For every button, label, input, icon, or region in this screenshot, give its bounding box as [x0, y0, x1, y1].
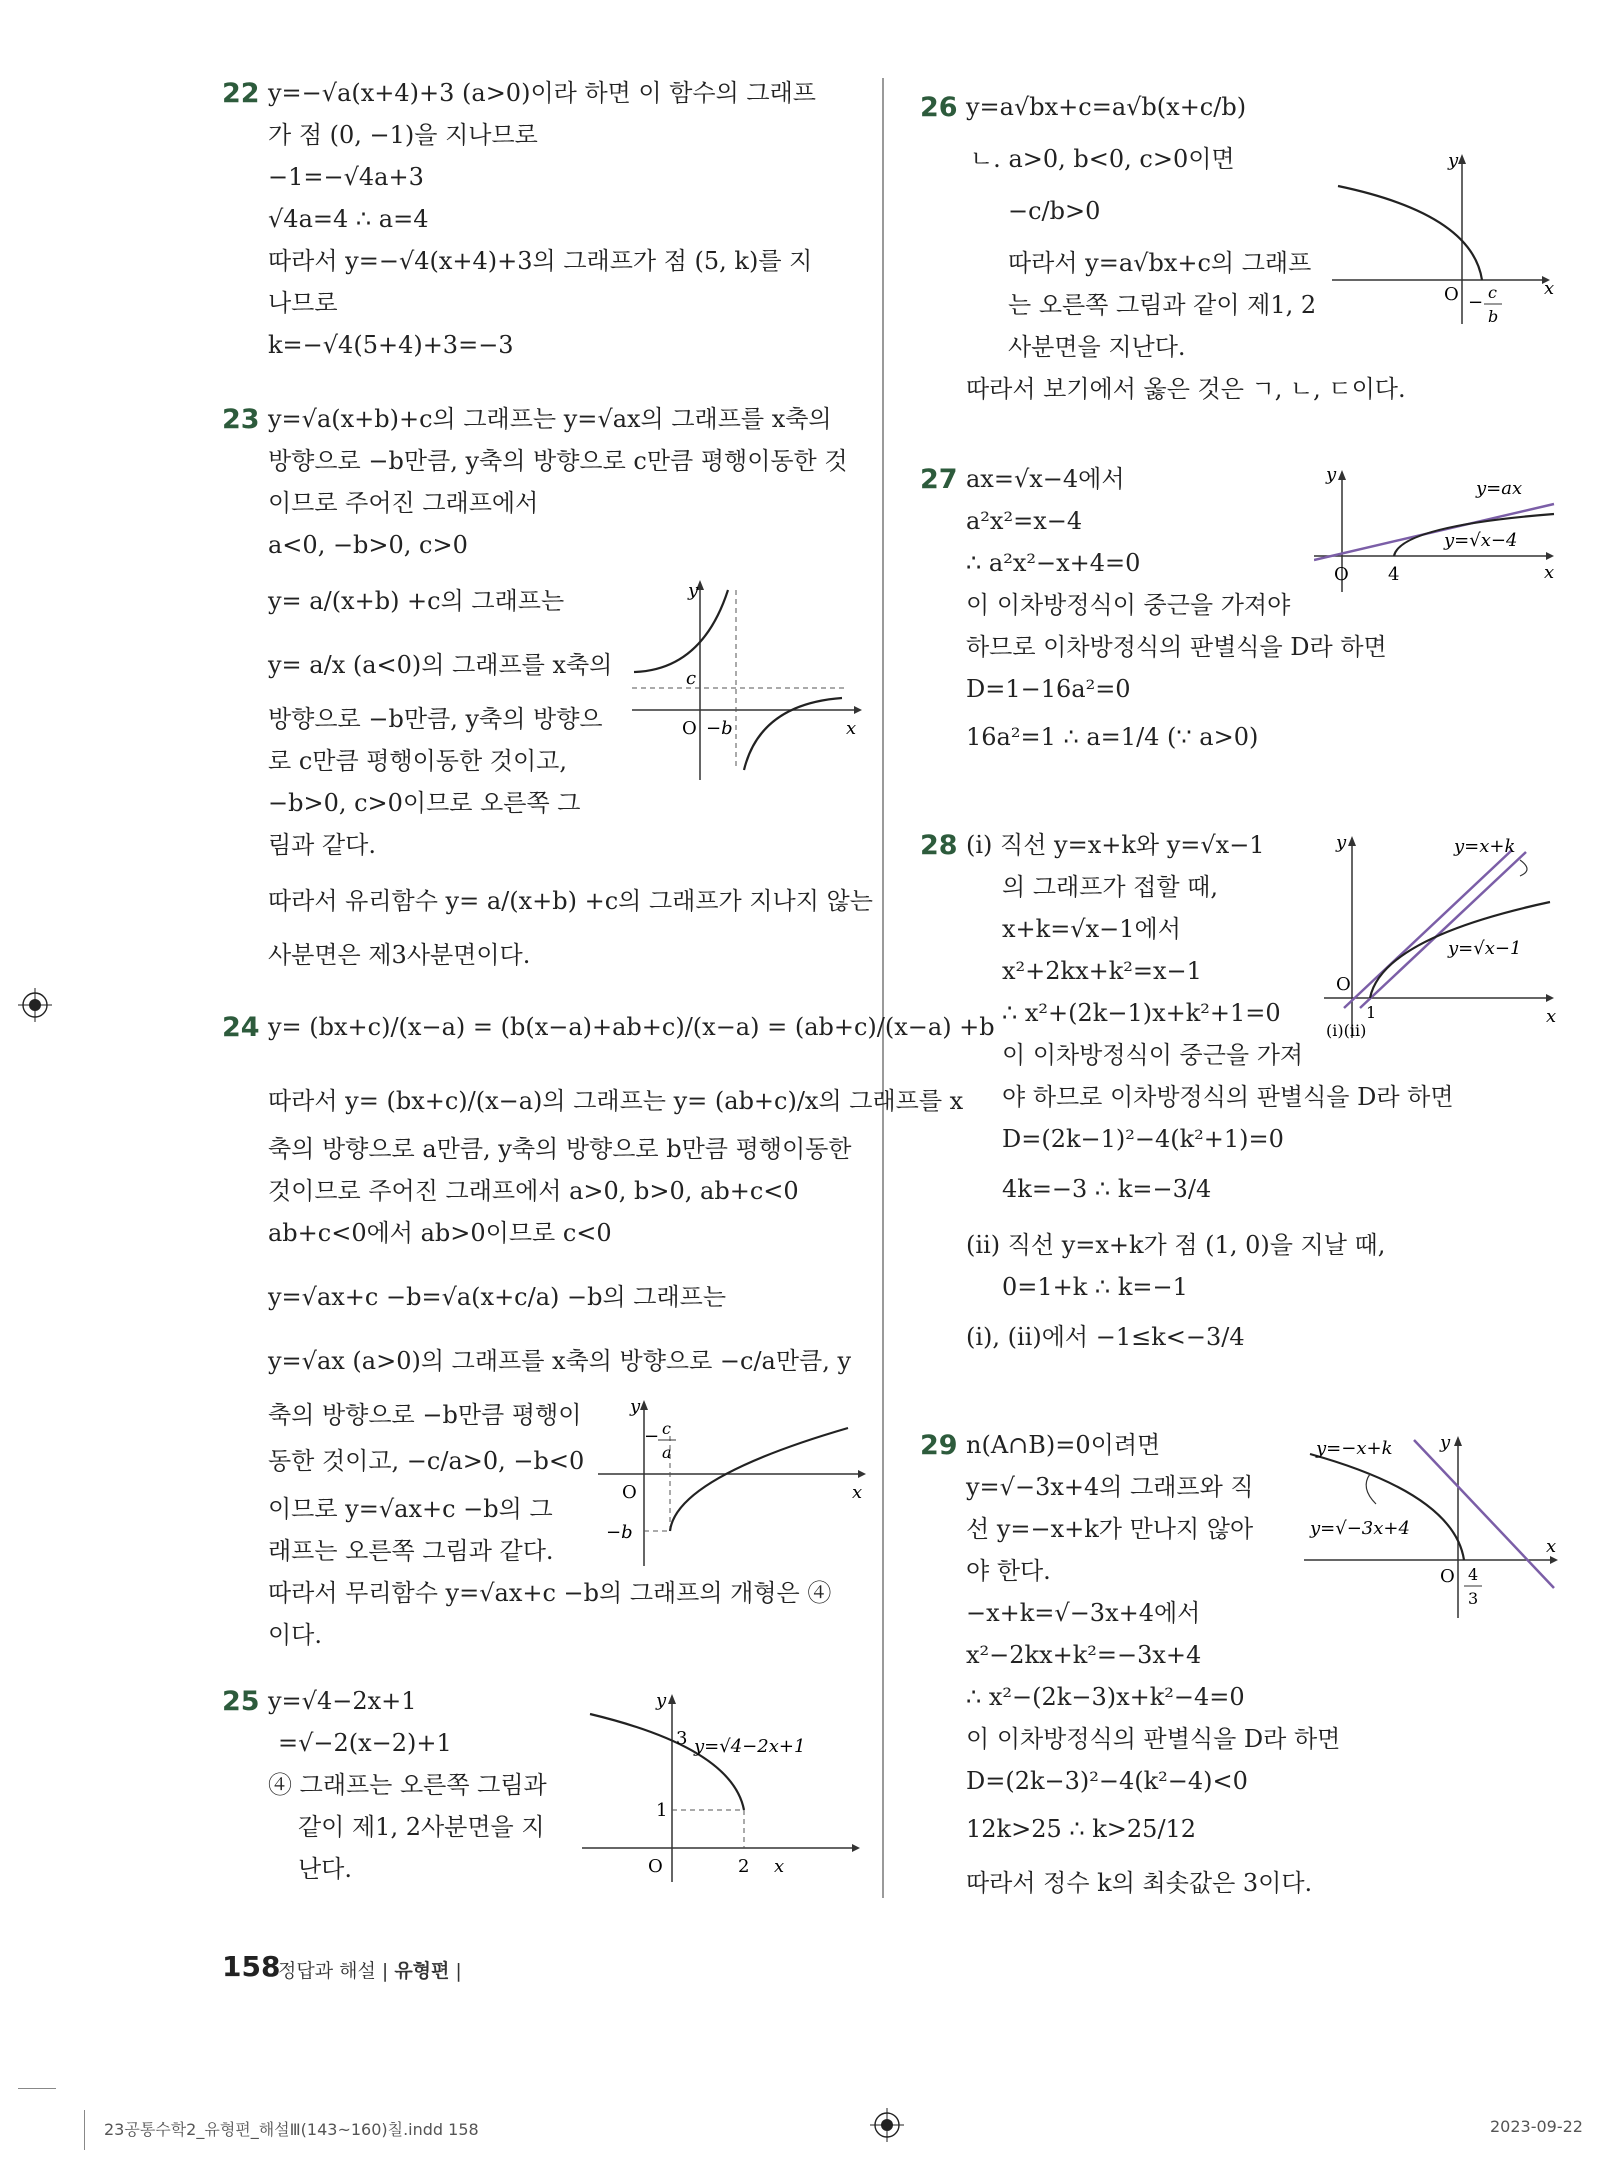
axis-label-x: x — [1546, 1536, 1557, 1557]
solution-line: 선 y=−x+k가 만나지 않아 — [966, 1515, 1254, 1543]
solution-line: 것이므로 주어진 그래프에서 a>0, b>0, ab+c<0 — [268, 1177, 799, 1205]
axis-label-y: y — [1336, 832, 1347, 853]
axis-label-x: x — [846, 718, 857, 739]
solution-line: −c/b>0 — [1008, 197, 1101, 225]
solution-line: 같이 제1, 2사분면을 지 — [298, 1813, 545, 1841]
footer-sep: | — [381, 1960, 395, 1982]
origin-label: O — [1334, 564, 1349, 585]
problem-number: 26 — [920, 92, 958, 123]
solution-line: 림과 같다. — [268, 831, 376, 859]
solution-line: 야 하므로 이차방정식의 판별식을 D라 하면 — [1002, 1083, 1454, 1111]
solution-line: 야 한다. — [966, 1557, 1051, 1585]
solution-line: 이 이차방정식이 중근을 가져야 — [966, 591, 1291, 619]
axis-label-y: y — [1440, 1432, 1451, 1453]
solution-line: 이 이차방정식이 중근을 가져 — [1002, 1041, 1304, 1069]
column-divider — [882, 78, 884, 1898]
curve-label: y=√−3x+4 — [1310, 1518, 1410, 1539]
graph-sqrt-26 — [1332, 148, 1562, 328]
axis-label-y: y — [1448, 150, 1459, 171]
solution-line: y=a√bx+c=a√b(x+c/b) — [966, 93, 1247, 121]
solution-line: D=(2k−3)²−4(k²−4)<0 — [966, 1767, 1248, 1795]
axis-label-y: y — [688, 580, 699, 601]
solution-line: x²−2kx+k²=−3x+4 — [966, 1641, 1202, 1669]
solution-line: 이 이차방정식의 판별식을 D라 하면 — [966, 1725, 1341, 1753]
solution-line: 따라서 보기에서 옳은 것은 ㄱ, ㄴ, ㄷ이다. — [966, 375, 1406, 403]
solution-line: a<0, −b>0, c>0 — [268, 531, 468, 559]
graph-sqrt-24 — [598, 1396, 868, 1566]
frac-numerator: 4 — [1468, 1565, 1479, 1584]
solution-line: ㄴ. a>0, b<0, c>0이면 — [970, 145, 1235, 173]
solution-line: 로 c만큼 평행이동한 것이고, — [268, 747, 567, 775]
solution-line: 따라서 무리함수 y=√ax+c −b의 그래프의 개형은 ④ — [268, 1579, 832, 1607]
tick-4: 4 — [1388, 564, 1400, 585]
origin-label: O — [622, 1482, 637, 1503]
solution-line: 동한 것이고, −c/a>0, −b<0 — [268, 1447, 585, 1475]
print-date: 2023-09-22 — [1490, 2117, 1583, 2136]
solution-line: 이다. — [268, 1621, 322, 1649]
solution-line: n(A∩B)=0이려면 — [966, 1431, 1161, 1459]
solution-line: y=−√a(x+4)+3 (a>0)이라 하면 이 함수의 그래프 — [268, 79, 816, 107]
problem-number: 23 — [222, 404, 260, 435]
axis-label-y: y — [1326, 464, 1337, 485]
origin-label: O — [648, 1856, 663, 1877]
solution-line: 는 오른쪽 그림과 같이 제1, 2 — [1008, 291, 1317, 319]
solution-line: 래프는 오른쪽 그림과 같다. — [268, 1537, 554, 1565]
solution-line: (ⅰ), (ⅱ)에서 −1≤k<−3/4 — [966, 1323, 1245, 1351]
graph-rational-23 — [632, 580, 862, 780]
problem-number: 27 — [920, 464, 958, 495]
origin-label: O — [1336, 974, 1351, 995]
solution-line: 따라서 유리함수 y= a/(x+b) +c의 그래프가 지나지 않는 — [268, 887, 873, 915]
solution-line: 난다. — [298, 1855, 352, 1883]
solution-line: 이므로 주어진 그래프에서 — [268, 489, 539, 517]
solution-line: y= (bx+c)/(x−a) = (b(x−a)+ab+c)/(x−a) = (ab+c)/(x−a) +b — [268, 1013, 995, 1041]
solution-line: y=√ax (a>0)의 그래프를 x축의 방향으로 −c/a만큼, y — [268, 1347, 852, 1375]
crop-mark — [84, 2110, 85, 2150]
axis-label-x: x — [852, 1482, 863, 1503]
origin-label: O — [682, 718, 697, 739]
footer-section: 유형편 — [394, 1960, 450, 1982]
solution-line: y= a/x (a<0)의 그래프를 x축의 — [268, 651, 613, 679]
graph-27 — [1314, 464, 1564, 594]
solution-line: 따라서 y= (bx+c)/(x−a)의 그래프는 y= (ab+c)/x의 그래프를 x — [268, 1087, 964, 1115]
solution-line: 이므로 y=√ax+c −b의 그 — [268, 1495, 553, 1523]
solution-line: 따라서 y=a√bx+c의 그래프 — [1008, 249, 1312, 277]
label-neg-b: −b — [606, 1522, 633, 1543]
solution-line: 사분면은 제3사분면이다. — [268, 941, 531, 969]
solution-line: y=√ax+c −b=√a(x+c/a) −b의 그래프는 — [268, 1283, 727, 1311]
solution-line: x+k=√x−1에서 — [1002, 915, 1181, 943]
solution-line: y=√a(x+b)+c의 그래프는 y=√ax의 그래프를 x축의 — [268, 405, 832, 433]
solution-line: y= a/(x+b) +c의 그래프는 — [268, 587, 565, 615]
line-label: y=x+k — [1454, 836, 1516, 857]
tick-1: 1 — [1366, 1003, 1377, 1022]
graph-sqrt-25 — [582, 1686, 872, 1886]
solution-line: 따라서 정수 k의 최솟값은 3이다. — [966, 1869, 1313, 1897]
solution-line: ∴ a²x²−x+4=0 — [966, 549, 1141, 577]
tick-3: 3 — [676, 1728, 688, 1749]
problem-number: 24 — [222, 1012, 260, 1043]
solution-line: ④ 그래프는 오른쪽 그림과 — [268, 1771, 547, 1799]
solution-line: √4a=4 ∴ a=4 — [268, 205, 429, 233]
solution-line: a²x²=x−4 — [966, 507, 1083, 535]
axis-label-x: x — [1544, 278, 1555, 299]
solution-line: 16a²=1 ∴ a=1/4 (∵ a>0) — [966, 723, 1259, 751]
label-c: c — [662, 1419, 671, 1438]
label-c: c — [686, 668, 697, 689]
solution-line: 축의 방향으로 −b만큼 평행이 — [268, 1401, 582, 1429]
solution-line: ab+c<0에서 ab>0이므로 c<0 — [268, 1219, 612, 1247]
solution-line: 방향으로 −b만큼, y축의 방향으로 c만큼 평행이동한 것 — [268, 447, 848, 475]
solution-line: 사분면을 지난다. — [1008, 333, 1186, 361]
solution-line: ax=√x−4에서 — [966, 465, 1125, 493]
solution-line: D=(2k−1)²−4(k²+1)=0 — [1002, 1125, 1284, 1153]
line-label: y=−x+k — [1316, 1438, 1393, 1459]
origin-label: O — [1440, 1566, 1455, 1587]
problem-number: 28 — [920, 830, 958, 861]
axis-label-y: y — [630, 1396, 641, 1417]
solution-line: −1=−√4a+3 — [268, 163, 424, 191]
label-neg: − — [1468, 292, 1484, 313]
solution-line: (ⅰ) 직선 y=x+k와 y=√x−1 — [966, 831, 1265, 859]
solution-line: −x+k=√−3x+4에서 — [966, 1599, 1201, 1627]
footer-sep: | — [455, 1960, 462, 1982]
registration-mark-icon — [870, 2108, 904, 2142]
label-c: c — [1488, 283, 1497, 302]
problem-number: 29 — [920, 1430, 958, 1461]
solution-line: 나므로 — [268, 289, 338, 317]
solution-line: 4k=−3 ∴ k=−3/4 — [1002, 1175, 1212, 1203]
solution-line: ∴ x²−(2k−3)x+k²−4=0 — [966, 1683, 1245, 1711]
solution-line: 0=1+k ∴ k=−1 — [1002, 1273, 1188, 1301]
solution-line: 가 점 (0, −1)을 지나므로 — [268, 121, 538, 149]
frac-denominator: 3 — [1468, 1589, 1479, 1608]
curve-label: y=√4−2x+1 — [694, 1736, 806, 1757]
label-neg: − — [644, 1426, 660, 1447]
solution-line: y=√−3x+4의 그래프와 직 — [966, 1473, 1254, 1501]
label-neg-b: −b — [706, 718, 733, 739]
axis-label-x: x — [774, 1856, 785, 1877]
solution-line: ∴ x²+(2k−1)x+k²+1=0 — [1002, 999, 1281, 1027]
solution-line: D=1−16a²=0 — [966, 675, 1131, 703]
footer-title: 정답과 해설 — [278, 1960, 376, 1982]
origin-label: O — [1444, 284, 1459, 305]
solution-line: 하므로 이차방정식의 판별식을 D라 하면 — [966, 633, 1387, 661]
solution-line: 방향으로 −b만큼, y축의 방향으 — [268, 705, 603, 733]
solution-line: k=−√4(5+4)+3=−3 — [268, 331, 514, 359]
solution-line: 축의 방향으로 a만큼, y축의 방향으로 b만큼 평행이동한 — [268, 1135, 852, 1163]
page-number: 158 — [222, 1950, 281, 1983]
graph-28 — [1324, 830, 1564, 1040]
solution-line: x²+2kx+k²=x−1 — [1002, 957, 1202, 985]
solution-line: 의 그래프가 접할 때, — [1002, 873, 1218, 901]
curve-label: y=√x−1 — [1448, 938, 1522, 959]
axis-label-x: x — [1544, 562, 1555, 583]
solution-line: 12k>25 ∴ k>25/12 — [966, 1815, 1197, 1843]
tick-2: 2 — [738, 1856, 750, 1877]
line-label: y=ax — [1476, 478, 1523, 499]
solution-line: y=√4−2x+1 — [268, 1687, 417, 1715]
crop-mark — [18, 2088, 56, 2089]
graph-29 — [1304, 1430, 1564, 1620]
curve-label: y=√x−4 — [1444, 530, 1518, 551]
case-tags: (ⅰ)(ⅱ) — [1326, 1021, 1367, 1040]
axis-label-x: x — [1546, 1006, 1557, 1027]
problem-number: 22 — [222, 78, 260, 109]
tick-1: 1 — [656, 1800, 668, 1821]
label-a: a — [662, 1443, 672, 1462]
axis-label-y: y — [656, 1690, 667, 1711]
footer-label — [278, 1956, 462, 1983]
label-b: b — [1488, 307, 1499, 326]
solution-line: (ⅱ) 직선 y=x+k가 점 (1, 0)을 지날 때, — [966, 1231, 1386, 1259]
file-slug: 23공통수학2_유형편_해설Ⅲ(143~160)칠.indd 158 — [104, 2120, 479, 2139]
problem-number: 25 — [222, 1686, 260, 1717]
solution-line: 따라서 y=−√4(x+4)+3의 그래프가 점 (5, k)를 지 — [268, 247, 813, 275]
registration-mark-icon — [18, 988, 52, 1022]
solution-line: −b>0, c>0이므로 오른쪽 그 — [268, 789, 581, 817]
solution-line: =√−2(x−2)+1 — [278, 1729, 452, 1757]
